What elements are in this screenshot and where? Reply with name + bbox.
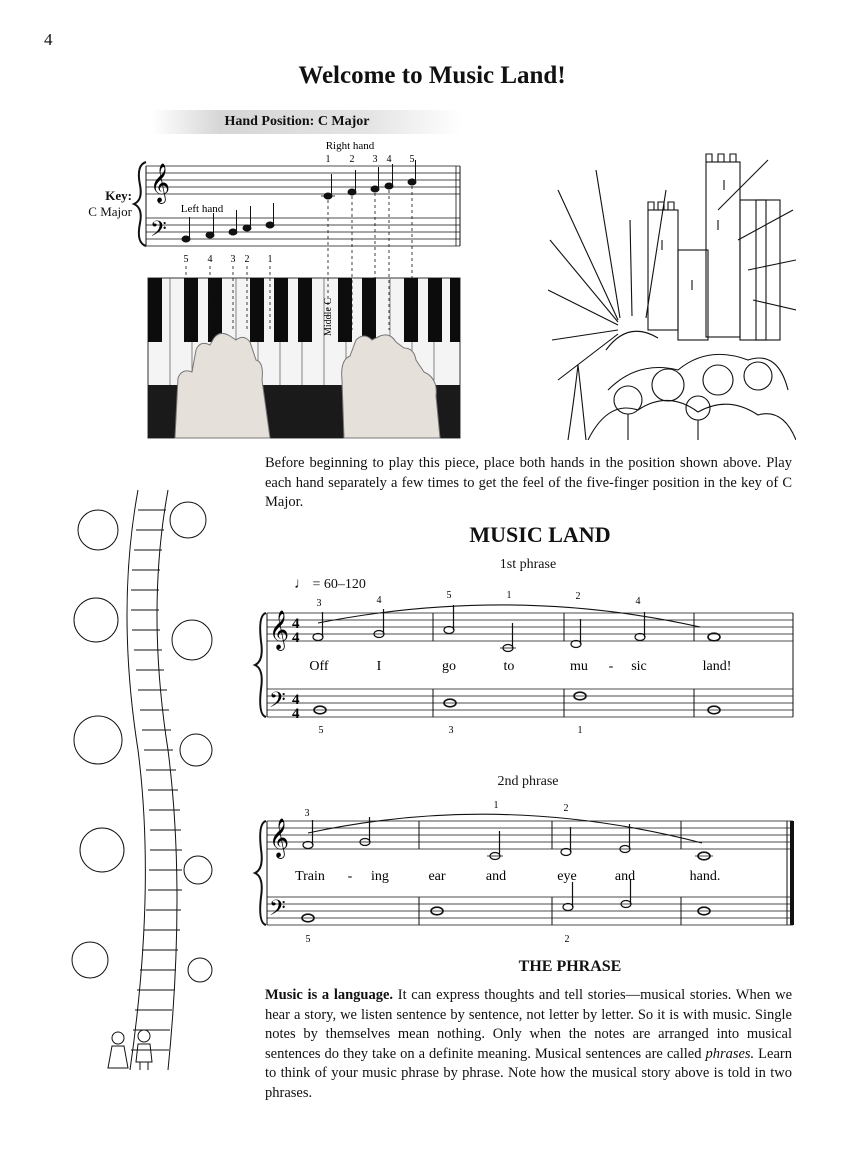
bass-clef-icon: 𝄢 bbox=[269, 896, 286, 925]
rh-finger-number: 5 bbox=[409, 154, 415, 165]
lyric: - bbox=[347, 869, 353, 884]
fingering-number: 2 bbox=[563, 803, 569, 814]
treble-notes bbox=[313, 605, 720, 652]
instructions-text: Before beginning to play this piece, place both hands in the position shown above. Play each hand separately a few times to get the feel of the five-finger position in the key of C Major. bbox=[265, 455, 792, 510]
fingering-number: 1 bbox=[493, 800, 499, 811]
lyric: to bbox=[503, 659, 515, 674]
time-signature-top: 4 bbox=[292, 616, 300, 632]
key-value: C Major bbox=[88, 204, 132, 219]
key-label: Key: bbox=[105, 188, 132, 203]
lyric: and bbox=[614, 869, 636, 884]
fingering-number: 3 bbox=[316, 598, 322, 609]
the-phrase-italic: phrases. bbox=[705, 1045, 755, 1062]
time-signature-top: 4 bbox=[292, 692, 300, 708]
time-signature-bottom: 4 bbox=[292, 630, 300, 646]
lyric: and bbox=[485, 869, 507, 884]
the-phrase-heading: THE PHRASE bbox=[518, 958, 622, 975]
music-system-phrase-2 bbox=[252, 793, 797, 953]
the-phrase-text-2: Learn to think of your music phrase by phrase. Note how the musical story above is told in two phrases. bbox=[265, 1045, 792, 1101]
grand-staff-brace bbox=[134, 162, 146, 246]
lyric: sic bbox=[631, 659, 647, 674]
lh-finger-number: 2 bbox=[244, 254, 250, 265]
lyric: eye bbox=[557, 869, 577, 884]
castle-illustration bbox=[548, 150, 796, 440]
rh-finger-number: 4 bbox=[386, 154, 392, 165]
final-barline bbox=[790, 821, 794, 925]
page-number: 4 bbox=[44, 30, 53, 49]
rh-finger-number: 2 bbox=[349, 154, 355, 165]
lyric: Off bbox=[309, 659, 329, 674]
the-phrase-lead: Music is a language. bbox=[265, 987, 394, 1003]
treble-clef-icon: 𝄞 bbox=[269, 612, 290, 649]
lh-finger-number: 1 bbox=[267, 254, 273, 265]
page-title: Welcome to Music Land! bbox=[298, 62, 566, 89]
lh-finger-number: 3 bbox=[230, 254, 236, 265]
phrase-2-label: 2nd phrase bbox=[497, 774, 559, 789]
fingering-number: 4 bbox=[376, 595, 382, 606]
fingering-number: 5 bbox=[318, 725, 324, 736]
fingering-number: 3 bbox=[448, 725, 454, 736]
fingering-number: 1 bbox=[577, 725, 583, 736]
fingering-number: 1 bbox=[506, 590, 512, 601]
treble-notes bbox=[303, 817, 713, 860]
music-system-phrase-1 bbox=[252, 585, 797, 745]
lyric: hand. bbox=[689, 869, 721, 884]
hand-position-heading: Hand Position: C Major bbox=[224, 114, 370, 129]
fingering-number: 4 bbox=[635, 596, 641, 607]
left-hand-label: Left hand bbox=[180, 203, 224, 215]
system-brace bbox=[255, 613, 266, 717]
the-phrase-body bbox=[265, 986, 792, 1103]
bass-clef-icon: 𝄢 bbox=[150, 217, 167, 246]
phrase-1-label: 1st phrase bbox=[499, 557, 557, 572]
middle-c-label: Middle C bbox=[323, 297, 334, 336]
treble-clef-icon: 𝄞 bbox=[150, 165, 171, 202]
fingering-number: 2 bbox=[575, 591, 581, 602]
fingering-number: 3 bbox=[304, 808, 310, 819]
piano-keyboard-photo bbox=[148, 278, 460, 438]
bass-clef-icon: 𝄢 bbox=[269, 688, 286, 717]
rh-finger-number: 1 bbox=[325, 154, 331, 165]
fingering-number: 5 bbox=[305, 934, 311, 945]
system-brace bbox=[255, 821, 266, 925]
quarter-note-icon: ♩ bbox=[294, 576, 309, 592]
bass-staff-lines bbox=[146, 218, 460, 246]
piece-title: MUSIC LAND bbox=[469, 522, 611, 547]
fingering-number: 2 bbox=[564, 934, 570, 945]
phrase-slur bbox=[318, 605, 700, 627]
bass-notes bbox=[302, 879, 710, 922]
right-hand-label: Right hand bbox=[325, 140, 375, 152]
the-phrase-text-1: It can express thoughts and tell stories—musical stories. When we hear a story, we listen sentence by sentence, not letter by letter. So it is with music. Single notes by themselves mean nothing. Only when the notes are arranged into musical sentences do they take on a definite meaning. Musical sentences are called bbox=[265, 987, 793, 1062]
tempo-value: = 60–120 bbox=[312, 577, 366, 592]
lyric: I bbox=[376, 659, 382, 674]
time-signature-bottom: 4 bbox=[292, 706, 300, 722]
rh-finger-number: 3 bbox=[372, 154, 378, 165]
fingering-number: 5 bbox=[446, 590, 452, 601]
lyric: Train bbox=[295, 869, 325, 884]
lyric: go bbox=[442, 659, 456, 674]
lyric: mu bbox=[570, 659, 588, 674]
lh-finger-number: 4 bbox=[207, 254, 213, 265]
treble-clef-icon: 𝄞 bbox=[269, 820, 290, 857]
lyric: - bbox=[608, 659, 614, 674]
lyric: land! bbox=[702, 659, 732, 674]
lyric: ear bbox=[428, 869, 446, 884]
lh-finger-number: 5 bbox=[183, 254, 189, 265]
staircase-illustration bbox=[68, 490, 214, 1070]
lyric: ing bbox=[371, 869, 389, 884]
